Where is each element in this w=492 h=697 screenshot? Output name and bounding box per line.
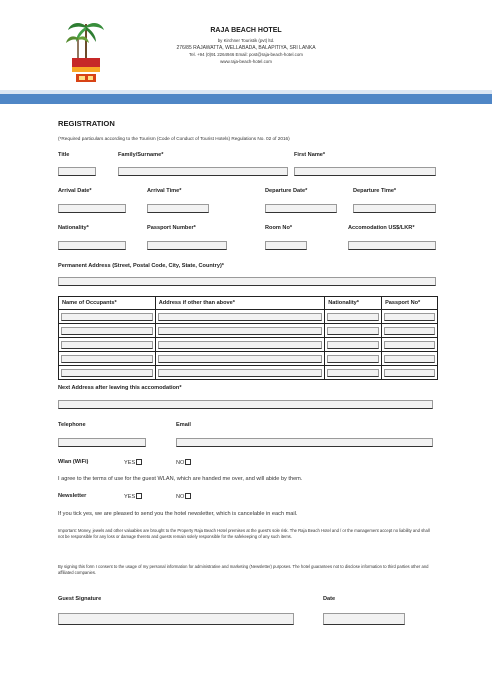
wlan-yes-label: YES bbox=[124, 460, 136, 466]
departure-date-label: Departure Date* bbox=[265, 188, 308, 194]
next-address-field[interactable] bbox=[58, 400, 433, 409]
occupant-name-field[interactable] bbox=[61, 369, 153, 377]
passport-label: Passport Number* bbox=[147, 225, 196, 231]
newsletter-yes-checkbox[interactable] bbox=[136, 493, 142, 499]
wlan-terms-text: I agree to the terms of use for the guest WLAN, which are handed me over, and will abide by them. bbox=[58, 476, 303, 482]
occupant-address-field[interactable] bbox=[158, 327, 322, 335]
newsletter-label: Newsletter bbox=[58, 493, 87, 499]
table-row bbox=[59, 352, 438, 366]
header-band bbox=[0, 94, 492, 104]
important-notice: Important: Money, jewels and other valuables are brought to the Property Raja Beach Hotel premises at the guest's sole risk. The Raja Beach Hotel and / or the management accept no liability and shall not be responsible for any loss or damage thereto and guests remain solely responsible for the safekeeping of any such items. bbox=[58, 528, 430, 539]
passport-field[interactable] bbox=[147, 241, 227, 250]
occupant-name-field[interactable] bbox=[61, 355, 153, 363]
first-name-field[interactable] bbox=[294, 167, 436, 176]
next-address-label: Next Address after leaving this accomodation* bbox=[58, 385, 182, 391]
signature-date-field[interactable] bbox=[323, 613, 405, 625]
occupant-address-field[interactable] bbox=[158, 341, 322, 349]
hotel-website: www.raja-beach-hotel.com bbox=[220, 59, 272, 64]
arrival-time-label: Arrival Time* bbox=[147, 188, 182, 194]
newsletter-no-option[interactable] bbox=[176, 493, 191, 500]
title-field[interactable] bbox=[58, 167, 96, 176]
wlan-yes-option[interactable] bbox=[124, 459, 142, 466]
occupants-header-address: Address if other than above* bbox=[155, 297, 324, 310]
telephone-field[interactable] bbox=[58, 438, 146, 447]
first-name-label: First Name* bbox=[294, 152, 326, 158]
accommodation-label: Accomodation US$/LKR* bbox=[348, 225, 415, 231]
occupants-header-nationality: Nationality* bbox=[325, 297, 382, 310]
newsletter-yes-option[interactable] bbox=[124, 493, 142, 500]
occupant-nationality-field[interactable] bbox=[327, 341, 379, 349]
accommodation-field[interactable] bbox=[348, 241, 436, 250]
hotel-operator: by Kirchner Touristik (pvt) ltd. bbox=[217, 38, 275, 43]
nationality-label: Nationality* bbox=[58, 225, 89, 231]
occupant-passport-field[interactable] bbox=[384, 355, 435, 363]
occupant-passport-field[interactable] bbox=[384, 369, 435, 377]
newsletter-yes-label: YES bbox=[124, 494, 136, 500]
departure-date-field[interactable] bbox=[265, 204, 337, 213]
occupant-passport-field[interactable] bbox=[384, 313, 435, 321]
departure-time-field[interactable] bbox=[353, 204, 436, 213]
permanent-address-label: Permanent Address (Street, Postal Code, City, State, Country)* bbox=[58, 263, 224, 269]
occupant-nationality-field[interactable] bbox=[327, 313, 379, 321]
newsletter-no-checkbox[interactable] bbox=[185, 493, 191, 499]
form-subtitle: (*Required particulars according to the Tourism (Code of Conduct of Tourist Hotels) Regulations No. 02 of 2016) bbox=[58, 136, 290, 141]
date-label: Date bbox=[323, 596, 336, 602]
guest-signature-label: Guest Signature bbox=[58, 596, 102, 602]
table-row bbox=[59, 310, 438, 324]
occupant-nationality-field[interactable] bbox=[327, 355, 379, 363]
wlan-label: Wlan (WiFi) bbox=[58, 459, 89, 465]
nationality-field[interactable] bbox=[58, 241, 126, 250]
wlan-yes-checkbox[interactable] bbox=[136, 459, 142, 465]
newsletter-text: If you tick yes, we are pleased to send you the hotel newsletter, which is cancelable in each mail. bbox=[58, 511, 298, 517]
table-row bbox=[59, 338, 438, 352]
occupants-header-passport: Passport No* bbox=[382, 297, 438, 310]
title-label: Title bbox=[58, 152, 70, 158]
form-title: REGISTRATION bbox=[58, 119, 115, 128]
permanent-address-field[interactable] bbox=[58, 277, 436, 286]
surname-field[interactable] bbox=[118, 167, 288, 176]
occupant-name-field[interactable] bbox=[61, 341, 153, 349]
occupant-passport-field[interactable] bbox=[384, 327, 435, 335]
departure-time-label: Departure Time* bbox=[353, 188, 397, 194]
table-row bbox=[59, 324, 438, 338]
wlan-no-checkbox[interactable] bbox=[185, 459, 191, 465]
surname-label: Family/Surname* bbox=[118, 152, 164, 158]
occupant-address-field[interactable] bbox=[158, 355, 322, 363]
occupant-nationality-field[interactable] bbox=[327, 369, 379, 377]
room-label: Room No* bbox=[265, 225, 293, 231]
consent-notice: By signing this form I consent to the usage of my personal information for administrative and marketing (Newsletter) purposes. The hotel guarantees not to disclose information to third parties other and affiliated companies. bbox=[58, 564, 429, 575]
table-row bbox=[59, 366, 438, 380]
occupant-address-field[interactable] bbox=[158, 369, 322, 377]
occupants-header-name: Name of Occupants* bbox=[59, 297, 156, 310]
guest-signature-field[interactable] bbox=[58, 613, 294, 625]
hotel-address: 276/85 RAJAWATTA, WELLABADA, BALAPITIYA, SRI LANKA bbox=[176, 45, 316, 51]
newsletter-no-label: NO bbox=[176, 494, 185, 500]
occupant-name-field[interactable] bbox=[61, 313, 153, 321]
email-label: Email bbox=[176, 422, 191, 428]
occupants-table bbox=[58, 296, 438, 380]
occupant-passport-field[interactable] bbox=[384, 341, 435, 349]
wlan-no-label: NO bbox=[176, 460, 185, 466]
arrival-date-field[interactable] bbox=[58, 204, 126, 213]
arrival-time-field[interactable] bbox=[147, 204, 209, 213]
wlan-no-option[interactable] bbox=[176, 459, 191, 466]
telephone-label: Telephone bbox=[58, 422, 86, 428]
email-field[interactable] bbox=[176, 438, 433, 447]
occupant-address-field[interactable] bbox=[158, 313, 322, 321]
hotel-name: RAJA BEACH HOTEL bbox=[210, 27, 282, 34]
occupant-nationality-field[interactable] bbox=[327, 327, 379, 335]
room-field[interactable] bbox=[265, 241, 307, 250]
occupant-name-field[interactable] bbox=[61, 327, 153, 335]
hotel-contact: Tel. +94 (0)91 2264946 Email: post@raja-beach-hotel.com bbox=[189, 52, 303, 57]
arrival-date-label: Arrival Date* bbox=[58, 188, 92, 194]
